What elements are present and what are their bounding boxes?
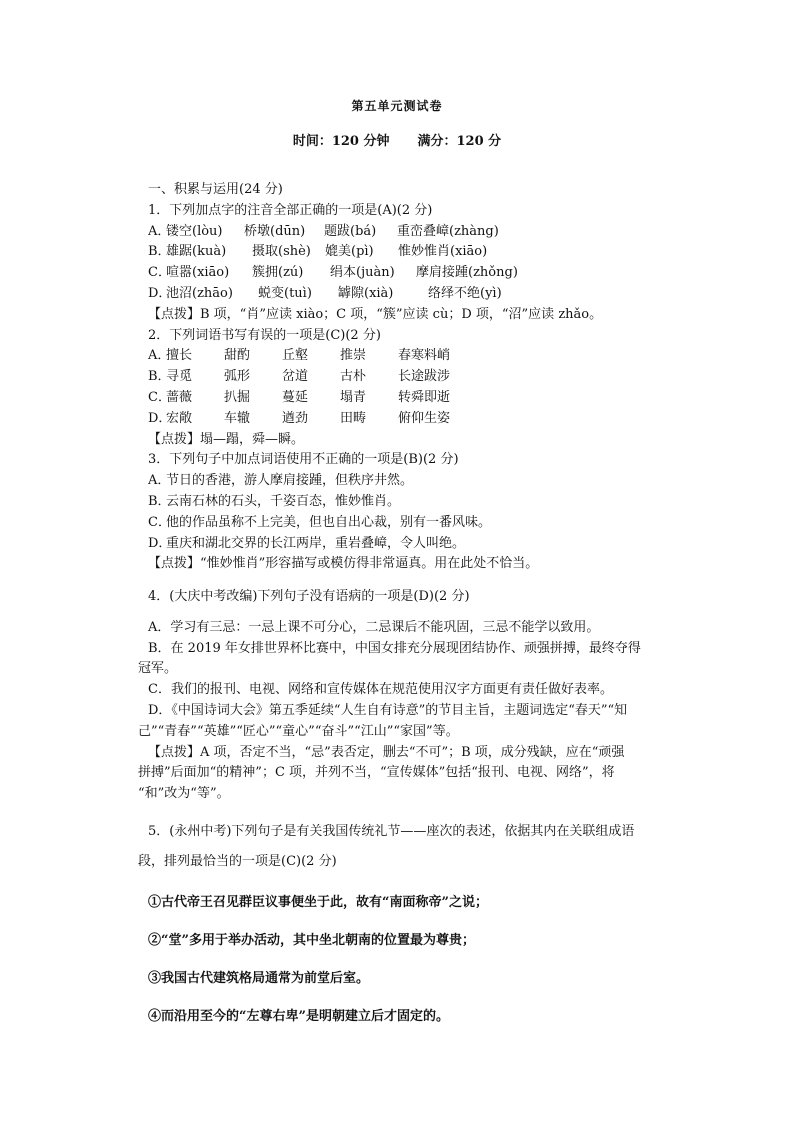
q2-option-c: [148, 388, 678, 409]
option-label: B．: [148, 244, 171, 260]
option-word: 簇拥(zú): [252, 265, 304, 281]
q1-option-d: [148, 284, 678, 305]
option-word: 重峦叠嶂(zhàng): [397, 223, 499, 239]
section-heading: 一、积累与运用(24 分): [148, 182, 283, 197]
q4-option-a: A．学习有三忌：一忌上课不可分心，二忌课后不能巩固，三忌不能学以致用。: [148, 619, 600, 635]
option-label: A．: [148, 473, 171, 489]
exam-title: 第五单元测试卷: [351, 99, 443, 113]
q4-note-line1: 【点拨】A 项，否定不当，“忌”表否定，删去“不可”；B 项，成分残缺，应在“顽强: [148, 744, 625, 760]
q4-option-b-line1: B．在 2019 年女排世界杯比赛中，中国女排充分展现团结协作、顽强拼搏，最终夺得: [148, 640, 641, 656]
option-text: 节日的香港，游人摩肩接踵，但秩序井然。: [166, 473, 414, 489]
q5-sentence-4: ④而沿用至今的“左尊右卑”是明朝建立后才固定的。: [148, 1009, 449, 1024]
option-label: C．: [148, 265, 171, 281]
option-label: B．: [148, 493, 171, 509]
option-word: 春寒料峭: [398, 348, 451, 364]
option-word: 车辙: [224, 410, 251, 426]
q4-stem: 4．(大庆中考改编)下列句子没有语病的一项是(D)(2 分): [148, 589, 470, 604]
option-word: 田畴: [340, 410, 367, 426]
q4-option-d-line1: D．《中国诗词大会》第五季延续“人生自有诗意”的节目主旨，主题词选定“春天”“知: [148, 702, 628, 718]
option-label: D．: [148, 410, 172, 426]
q1-note: 【点拨】B 项，“肖”应读 xiào；C 项，“簇”应读 cù；D 项，“沼”应读 zhǎo。: [148, 306, 603, 322]
q5-sentence-2: ②“堂”多用于举办活动，其中坐北朝南的位置最为尊贵；: [148, 933, 475, 948]
option-word: 池沼(zhāo): [166, 285, 233, 301]
option-label: C．: [148, 514, 171, 530]
q2-option-b: [148, 367, 678, 388]
q2-option-d: [148, 409, 678, 430]
option-word: 古朴: [340, 369, 367, 385]
option-word: 络绎不绝(yì): [428, 285, 502, 301]
q3-option-a: [148, 471, 678, 492]
option-word: 蔓延: [282, 389, 309, 405]
q3-option-c: [148, 513, 678, 534]
option-label: A．: [148, 223, 171, 239]
option-word: 甜酌: [224, 348, 251, 364]
option-label: C．: [148, 389, 171, 405]
option-word: 摩肩接踵(zhǒng): [416, 265, 518, 281]
option-word: 喧嚣(xiāo): [166, 265, 230, 281]
option-label: D．: [148, 285, 172, 301]
q1-option-a: [148, 222, 678, 243]
option-word: 蜕变(tuì): [258, 285, 312, 301]
option-word: 桥墩(dūn): [244, 223, 306, 239]
q4-note-line3: “和”改为“等”。: [138, 786, 230, 802]
q5-sentence-3: ③我国古代建筑格局通常为前堂后室。: [148, 971, 370, 986]
option-word: 推崇: [340, 348, 367, 364]
q2-option-a: [148, 346, 678, 367]
option-word: 题跋(bá): [324, 223, 377, 239]
option-label: A．: [148, 348, 171, 364]
questions-1-3: [148, 180, 678, 575]
option-word: 长途跋涉: [398, 369, 451, 385]
option-word: 惟妙惟肖(xiāo): [398, 244, 488, 260]
option-word: 弧形: [224, 369, 251, 385]
option-text: 云南石林的石头，千姿百态，惟妙惟肖。: [166, 493, 401, 509]
option-word: 扒掘: [224, 389, 251, 405]
q2-stem: 2．下列词语书写有误的一项是(C)(2 分): [148, 327, 381, 343]
q3-stem: 3．下列句子中加点词语使用不正确的一项是(B)(2 分): [148, 452, 459, 468]
option-word: 岔道: [282, 369, 309, 385]
q4-option-b-line2: 冠军。: [138, 661, 178, 677]
q5-stem-line1: 5．(永州中考)下列句子是有关我国传统礼节——座次的表述，依据其内在关联组成语: [148, 824, 635, 839]
option-word: 蔷薇: [166, 389, 193, 405]
option-text: 重庆和湖北交界的长江两岸，重岩叠嶂，令人叫绝。: [166, 535, 466, 551]
q5-stem-line2: 段，排列最恰当的一项是(C)(2 分): [138, 854, 337, 869]
q1-stem: 1．下列加点字的注音全部正确的一项是(A)(2 分): [148, 202, 433, 218]
option-label: B．: [148, 369, 171, 385]
option-word: 擅长: [166, 348, 193, 364]
q4-option-c: C．我们的报刊、电视、网络和宣传媒体在规范使用汉字方面更有责任做好表率。: [148, 682, 613, 698]
option-word: 罅隙(xià): [338, 285, 394, 301]
option-text: 他的作品虽称不上完美，但也自出心裁，别有一番风味。: [166, 514, 492, 530]
exam-meta: [0, 130, 794, 149]
option-word: 雄踞(kuà): [166, 244, 227, 260]
q1-option-c: [148, 263, 678, 284]
q4-note-line2: 拼搏”后面加“的精神”；C 项，并列不当，“宣传媒体”包括“报刊、电视、网络”，将: [138, 765, 615, 781]
exam-time: 时间：120 分钟: [292, 134, 390, 149]
question-4: [138, 587, 678, 805]
q3-option-b: [148, 492, 678, 513]
option-word: 绢本(juàn): [330, 265, 395, 281]
option-label: D．: [148, 535, 172, 551]
option-word: 寻觅: [166, 369, 193, 385]
q3-note: 【点拨】“惟妙惟肖”形容描写或模仿得非常逼真。用在此处不恰当。: [148, 556, 539, 572]
option-word: 转舜即逝: [398, 389, 451, 405]
option-word: 俯仰生姿: [398, 410, 451, 426]
q3-option-d: [148, 534, 678, 555]
q2-note: 【点拨】塌—蹋，舜—瞬。: [148, 431, 305, 447]
option-word: 摄取(shè): [252, 244, 311, 260]
q5-sentence-1: ①古代帝王召见群臣议事便坐于此，故有“南面称帝”之说；: [148, 895, 488, 910]
option-word: 镂空(lòu): [166, 223, 223, 239]
option-word: 丘壑: [282, 348, 309, 364]
option-word: 遒劲: [282, 410, 309, 426]
option-word: 塌青: [340, 389, 367, 405]
q4-option-d-line2: 己”“青春”“英雄”“匠心”“童心”“奋斗”“江山”“家国”等。: [138, 723, 459, 739]
option-word: 宏敞: [166, 410, 193, 426]
q1-option-b: [148, 242, 678, 263]
option-word: 媲美(pì): [325, 244, 374, 260]
question-5: [138, 817, 678, 1027]
exam-score: 满分：120 分: [417, 134, 502, 149]
